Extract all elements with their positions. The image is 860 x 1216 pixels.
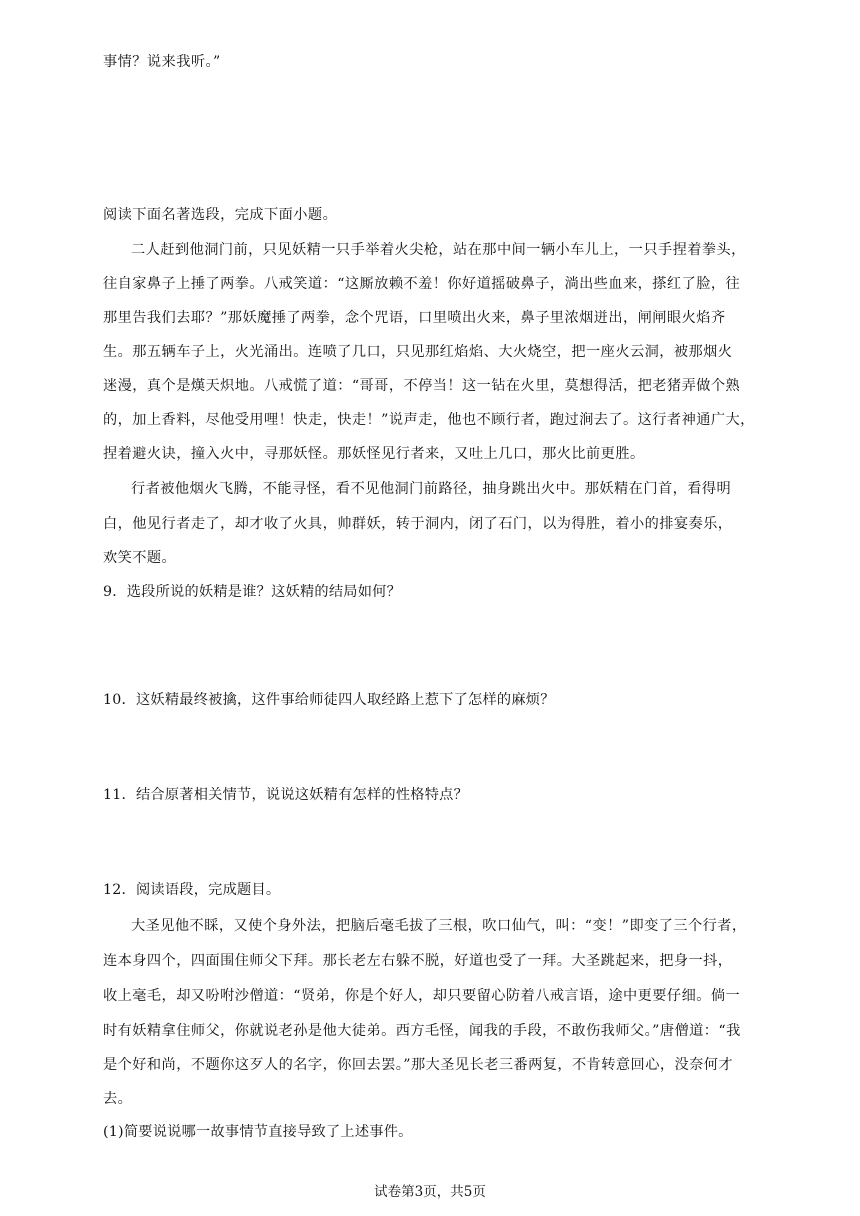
passage1-line: 那里告我们去耶？”那妖魔捶了两拳，念个咒语，口里喷出火来，鼻子里浓烟迸出，闸闸眼火焰齐	[103, 310, 726, 326]
passage1-line: 生。那五辆车子上，火光涌出。连喷了几口，只见那红焰焰、大火烧空，把一座火云洞，被那烟火	[103, 344, 733, 360]
question-10: 10．这妖精最终被擒，这件事给师徒四人取经路上惹下了怎样的麻烦？	[103, 692, 555, 708]
passage2-line: 时有妖精拿住师父，你就说老孙是他大徒弟。西方毛怪，闻我的手段，不敢伤我师父。”唐僧道：“我	[103, 1023, 741, 1039]
passage1-line: 的，加上香料，尽他受用哩！快走，快走！”说声走，他也不顾行者，跑过涧去了。这行者神通广大，	[103, 412, 755, 428]
passage1-line: 二人赶到他洞门前，只见妖精一只手举着火尖枪，站在那中间一辆小车儿上，一只手捏着拳头，	[131, 242, 746, 258]
passage2-line: 大圣见他不睬，又使个身外法，把脑后毫毛拔了三根，吹口仙气，叫：“变！”即变了三个行者，	[131, 918, 747, 934]
passage1-line: 欢笑不题。	[103, 550, 177, 566]
page-number: 试卷第3页，共5页	[374, 1184, 486, 1200]
question-9: 9．选段所说的妖精是谁？这妖精的结局如何？	[103, 584, 402, 600]
passage1-instruction: 阅读下面名著选段，完成下面小题。	[103, 207, 338, 223]
passage2-line: 是个好和尚，不题你这歹人的名字，你回去罢。”那大圣见长老三番两复，不肯转意回心，没奈何才	[103, 1057, 734, 1073]
passage1-line: 行者被他烟火飞腾，不能寻怪，看不见他洞门前路径，抽身跳出火中。那妖精在门首，看得明	[131, 481, 732, 497]
passage2-line: 连本身四个，四面围住师父下拜。那长老左右躲不脱，好道也受了一拜。大圣跳起来，把身一抖，	[103, 953, 733, 969]
sub-question-1: (1)简要说说哪一故事情节直接导致了上述事件。	[103, 1124, 413, 1140]
passage1-line: 迷漫，真个是熯天炽地。八戒慌了道：“哥哥，不停当！这一钻在火里，莫想得活，把老猪弄做个熟	[103, 378, 741, 394]
passage1-line: 捏着避火诀，撞入火中，寻那妖怪。那妖怪见行者来，又吐上几口，那火比前更胜。	[103, 446, 645, 462]
passage1-line: 白，他见行者走了，却才收了火具，帅群妖，转于洞内，闭了石门，以为得胜，着小的排宴奏乐，	[103, 516, 733, 532]
passage2-line: 去。	[103, 1091, 133, 1107]
passage1-line: 往自家鼻子上捶了两拳。八戒笑道：“这厮放赖不羞！你好道摇破鼻子，淌出些血来，搽红了脸，往	[103, 276, 741, 292]
passage2-line: 收上毫毛，却又吩咐沙僧道：“贤弟，你是个好人，却只要留心防着八戒言语，途中更要仔细。倘一	[103, 988, 741, 1004]
continuation-text: 事情？说来我听。”	[103, 54, 221, 70]
question-12: 12．阅读语段，完成题目。	[103, 882, 281, 898]
question-11: 11．结合原著相关情节，说说这妖精有怎样的性格特点？	[103, 787, 469, 803]
